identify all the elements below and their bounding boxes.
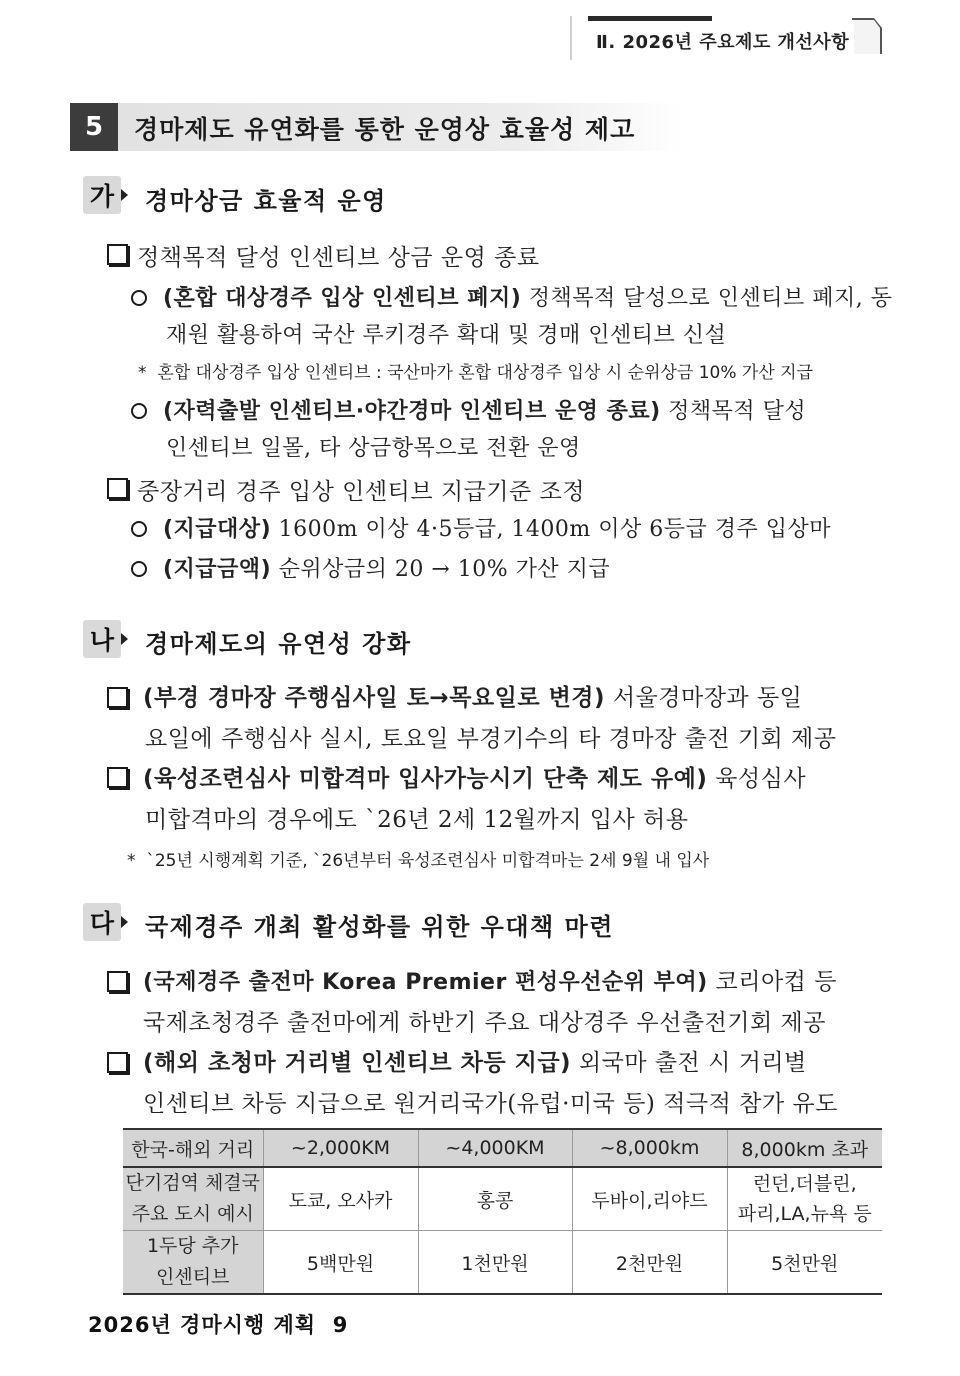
subsection-marker-da: 다 bbox=[83, 903, 121, 941]
square-bullet-icon bbox=[107, 478, 128, 499]
table-header-cell: ~8,000km bbox=[572, 1129, 727, 1167]
item-text: (국제경주 출전마 Korea Premier 편성우선순위 부여) 코리아컵 등 bbox=[143, 969, 837, 995]
square-bullet-icon bbox=[107, 687, 128, 708]
table-row bbox=[123, 1167, 882, 1231]
incentive-table bbox=[123, 1128, 882, 1295]
item-text: (해외 초청마 거리별 인센티브 차등 지급) 외국마 출전 시 거리별 bbox=[143, 1050, 807, 1076]
circle-bullet-icon bbox=[131, 561, 147, 577]
row-header bbox=[123, 1167, 263, 1231]
subsection-title-da: 국제경주 개최 활성화를 위한 우대책 마련 bbox=[145, 913, 614, 941]
square-bullet-icon bbox=[107, 1052, 128, 1073]
table-header-cell: 한국-해외 거리 bbox=[123, 1129, 263, 1167]
arrow-icon bbox=[121, 633, 128, 645]
table-cell: 2천만원 bbox=[572, 1231, 727, 1295]
section-title: 경마제도 유연화를 통한 운영상 효율성 제고 bbox=[134, 115, 636, 144]
arrow-icon bbox=[121, 916, 128, 928]
circle-bullet-icon bbox=[131, 521, 147, 537]
table-cell bbox=[727, 1167, 882, 1231]
chapter-header bbox=[570, 14, 882, 60]
page-footer: 2026년 경마시행 계획 9 bbox=[88, 1313, 349, 1337]
item-text: (지급대상) 1600m 이상 4·5등급, 1400m 이상 6등급 경주 입상마 bbox=[163, 517, 832, 542]
row-header-line: 인센티브 bbox=[156, 1266, 230, 1288]
chapter-label: Ⅱ. 2026년 주요제도 개선사항 bbox=[596, 32, 850, 53]
item-text-cont: 국제초청경주 출전마에게 하반기 주요 대상경주 우선출전기회 제공 bbox=[143, 1010, 826, 1036]
section-number: 5 bbox=[70, 103, 118, 151]
circle-bullet-icon bbox=[131, 290, 147, 306]
item-heading: 정책목적 달성 인센티브 상금 운영 종료 bbox=[137, 245, 540, 271]
circle-bullet-icon bbox=[131, 403, 147, 419]
item-text: (자력출발 인센티브·야간경마 인센티브 운영 종료) 정책목적 달성 bbox=[163, 399, 807, 424]
cell-line: 파리,LA,뉴욕 등 bbox=[737, 1203, 872, 1225]
footnote: * 혼합 대상경주 입상 인센티브 : 국산마가 혼합 대상경주 입상 시 순위상금 10% 가산 지급 bbox=[138, 363, 813, 383]
item-text-cont: 요일에 주행심사 실시, 토요일 부경기수의 타 경마장 출전 기회 제공 bbox=[145, 726, 837, 752]
square-bullet-icon bbox=[107, 244, 128, 265]
table-cell: 5백만원 bbox=[263, 1231, 418, 1295]
table-cell: 두바이,리야드 bbox=[572, 1167, 727, 1231]
item-text: (지급금액) 순위상금의 20 → 10% 가산 지급 bbox=[163, 557, 611, 582]
row-header-line: 단기검역 체결국 bbox=[125, 1172, 261, 1194]
row-header bbox=[123, 1231, 263, 1295]
square-bullet-icon bbox=[107, 767, 128, 788]
row-header-line: 주요 도시 예시 bbox=[131, 1203, 254, 1225]
footnote: * `25년 시행계획 기준, `26년부터 육성조련심사 미합격마는 2세 9월 내 입사 bbox=[127, 851, 710, 871]
table-cell: 1천만원 bbox=[418, 1231, 572, 1295]
table-cell: 도쿄, 오사카 bbox=[263, 1167, 418, 1231]
item-text: (부경 경마장 주행심사일 토→목요일로 변경) 서울경마장과 동일 bbox=[143, 685, 803, 711]
item-text: (혼합 대상경주 입상 인센티브 폐지) 정책목적 달성으로 인센티브 폐지, 동 bbox=[163, 286, 893, 311]
subsection-title-ga: 경마상금 효율적 운영 bbox=[145, 187, 387, 215]
table-header-cell: 8,000km 초과 bbox=[727, 1129, 882, 1167]
square-bullet-icon bbox=[107, 971, 128, 992]
table-header-cell: ~4,000KM bbox=[418, 1129, 572, 1167]
cell-line: 런던,더블린, bbox=[752, 1173, 857, 1195]
subsection-marker-ga: 가 bbox=[83, 176, 121, 214]
item-text-cont: 재원 활용하여 국산 루키경주 확대 및 경매 인센티브 신설 bbox=[166, 323, 727, 348]
table-cell: 홍콩 bbox=[418, 1167, 572, 1231]
page-corner-icon bbox=[852, 14, 882, 54]
table-cell: 5천만원 bbox=[727, 1231, 882, 1295]
table-header-row bbox=[123, 1129, 882, 1167]
item-text-cont: 미합격마의 경우에도 `26년 2세 12월까지 입사 허용 bbox=[145, 807, 689, 833]
arrow-icon bbox=[121, 189, 128, 201]
table-row bbox=[123, 1231, 882, 1295]
item-text: (육성조련심사 미합격마 입사가능시기 단축 제도 유예) 육성심사 bbox=[143, 766, 807, 792]
item-text-cont: 인센티브 일몰, 타 상금항목으로 전환 운영 bbox=[166, 436, 581, 461]
subsection-marker-na: 나 bbox=[83, 620, 121, 658]
table-header-cell: ~2,000KM bbox=[263, 1129, 418, 1167]
item-heading: 중장거리 경주 입상 인센티브 지급기준 조정 bbox=[137, 479, 585, 505]
item-text-cont: 인센티브 차등 지급으로 원거리국가(유럽·미국 등) 적극적 참가 유도 bbox=[143, 1091, 838, 1117]
subsection-title-na: 경마제도의 유연성 강화 bbox=[145, 630, 412, 658]
row-header-line: 1두당 추가 bbox=[146, 1235, 239, 1257]
